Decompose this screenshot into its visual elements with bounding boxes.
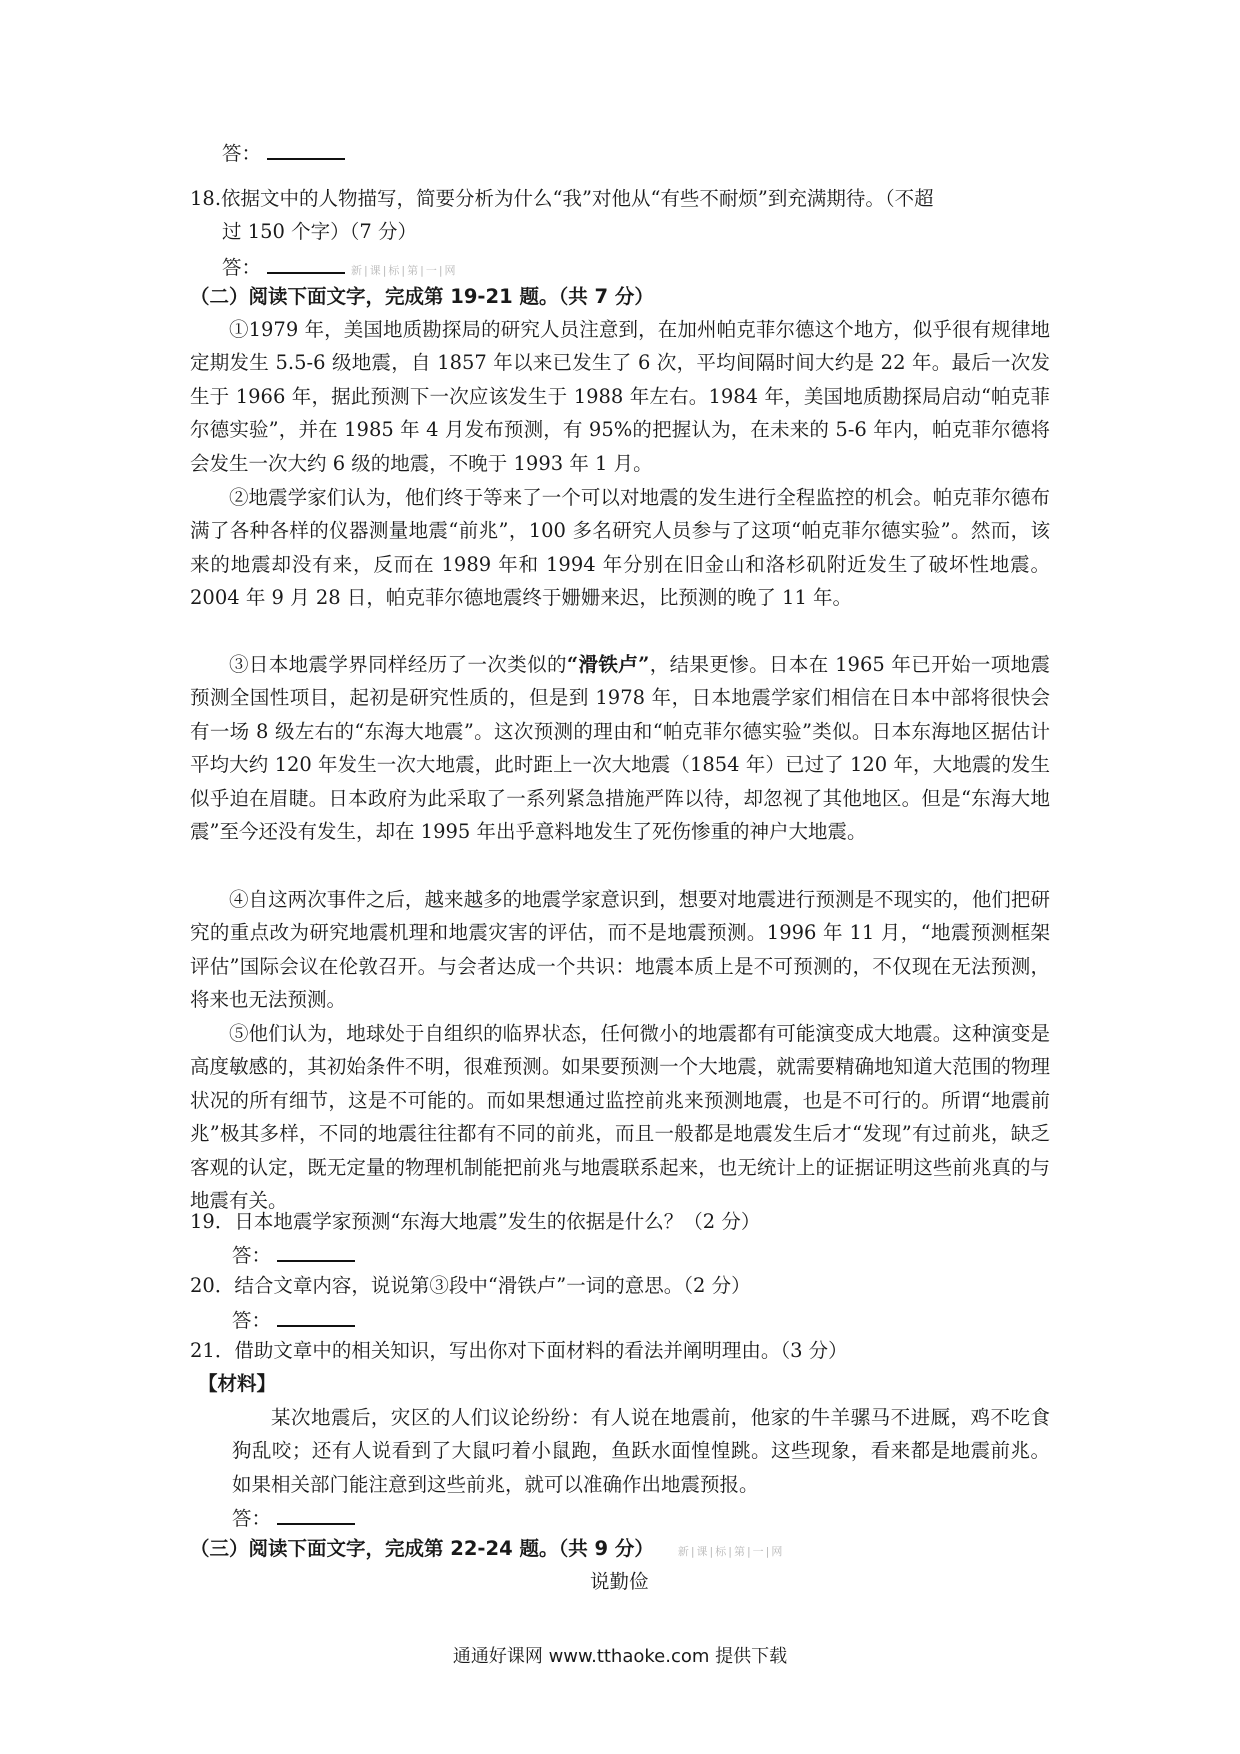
paragraph-3-part1: ③日本地震学界同样经历了一次类似的 — [229, 653, 567, 676]
answer-line-18 — [222, 252, 458, 285]
answer-line-19 — [232, 1240, 355, 1270]
answer-line-20 — [232, 1305, 355, 1335]
answer-blank[interactable] — [277, 1503, 355, 1525]
paragraph-2: ②地震学家们认为，他们终于等来了一个可以对地震的发生进行全程监控的机会。帕克菲尔德布满了各种各样的仪器测量地震“前兆”，100 多名研究人员参与了这项“帕克菲尔德实验”。然而，该来的地震却没有来，反而在 1989 年和 1994 年分别在旧金山和洛杉矶附近发生了破坏性地震。2004 年 9 月 28 日，帕克菲尔德地震终于姗姗来迟，比预测的晚了 11 年。 — [190, 486, 1050, 610]
answer-label: 答： — [232, 1244, 272, 1267]
answer-blank[interactable] — [267, 252, 345, 274]
question-18-line2: 过 150 个字）（7 分） — [222, 220, 417, 243]
paragraph-3 — [190, 648, 1050, 848]
material-text: 某次地震后，灾区的人们议论纷纷：有人说在地震前，他家的牛羊骡马不进厩，鸡不吃食狗乱咬；还有人说看到了大鼠叼着小鼠跑，鱼跃水面惶惶跳。这些现象，看来都是地震前兆。如果相关部门能注意到这些前兆，就可以准确作出地震预报。 — [232, 1406, 1050, 1496]
answer-label: 答： — [232, 1309, 272, 1332]
paragraph-4: ④自这两次事件之后，越来越多的地震学家意识到，想要对地震进行预测是不现实的，他们把研究的重点改为研究地震机理和地震灾害的评估，而不是地震预测。1996 年 11 月，“地震预测框架评估”国际会议在伦敦召开。与会者达成一个共识：地震本质上是不可预测的，不仅现在无法预测，将来也无法预测。 — [190, 888, 1050, 1012]
page-footer: 通通好课网 www.tthaoke.com 提供下载 — [452, 1646, 788, 1667]
section-2-title: （二）阅读下面文字，完成第 19-21 题。（共 7 分） — [190, 285, 654, 308]
paragraph-1: ①1979 年，美国地质勘探局的研究人员注意到，在加州帕克菲尔德这个地方，似乎很有规律地定期发生 5.5-6 级地震，自 1857 年以来已发生了 6 次，平均间隔时间大约是 22 年。最后一次发生于 1966 年，据此预测下一次应该发生于 1988 年左右。1984 年，美国地质勘探局启动“帕克菲尔德实验”，并在 1985 年 4 月发布预测，有 95%的把握认为，在未来的 5-6 年内，帕克菲尔德将会发生一次大约 6 级的地震，不晚于 1993 年 1 月。 — [190, 318, 1050, 475]
term-huatielu: “滑铁卢” — [566, 653, 650, 676]
answer-blank[interactable] — [277, 1305, 355, 1327]
answer-blank[interactable] — [277, 1240, 355, 1262]
answer-blank[interactable] — [267, 138, 345, 160]
paragraph-5: ⑤他们认为，地球处于自组织的临界状态，任何微小的地震都有可能演变成大地震。这种演变是高度敏感的，其初始条件不明，很难预测。如果要预测一个大地震，就需要精确地知道大范围的物理状况的所有细节，这是不可能的。而如果想通过监控前兆来预测地震，也是不可行的。所谓“地震前兆”极其多样，不同的地震往往都有不同的前兆，而且一般都是地震发生后才“发现”有过前兆，缺乏客观的认定，既无定量的物理机制能把前兆与地震联系起来，也无统计上的证据证明这些前兆真的与地震有关。 — [190, 1022, 1050, 1213]
question-20: 20．结合文章内容，说说第③段中“滑铁卢”一词的意思。（2 分） — [190, 1274, 751, 1297]
article-title: 说勤俭 — [590, 1570, 649, 1593]
watermark: 新|课|标|第|一|网 — [677, 1545, 785, 1558]
answer-line-21 — [232, 1503, 355, 1533]
section-3-title-text: （三）阅读下面文字，完成第 22-24 题。（共 9 分） — [190, 1537, 654, 1560]
watermark: 新|课|标|第|一|网 — [351, 264, 458, 277]
answer-label: 答： — [232, 1507, 272, 1530]
answer-label: 答： — [222, 142, 262, 165]
material-title: 【材料】 — [198, 1372, 277, 1395]
answer-label: 答： — [222, 256, 262, 279]
question-19: 19．日本地震学家预测“东海大地震”发生的依据是什么？（2 分） — [190, 1210, 761, 1233]
question-21: 21．借助文章中的相关知识，写出你对下面材料的看法并阐明理由。（3 分） — [190, 1339, 848, 1362]
paragraph-3-part2: ，结果更惨。日本在 1965 年已开始一项地震预测全国性项目，起初是研究性质的，但是到 1978 年，日本地震学家们相信在日本中部将很快会有一场 8 级左右的“东海大地震”。这次预测的理由和“帕克菲尔德实验”类似。日本东海地区据估计平均大约 120 年发生一次大地震，此时距上一次大地震（1854 年）已过了 120 年，大地震的发生似乎迫在眉睫。日本政府为此采取了一系列紧急措施严阵以待，却忽视了其他地区。但是“东海大地震”至今还没有发生，却在 1995 年出乎意料地发生了死伤惨重的神户大地震。 — [190, 653, 1050, 844]
answer-line-17 — [222, 138, 345, 168]
section-3-title — [190, 1535, 784, 1566]
question-18-line1: 18.依据文中的人物描写，简要分析为什么“我”对他从“有些不耐烦”到充满期待。（不超 — [190, 187, 934, 210]
